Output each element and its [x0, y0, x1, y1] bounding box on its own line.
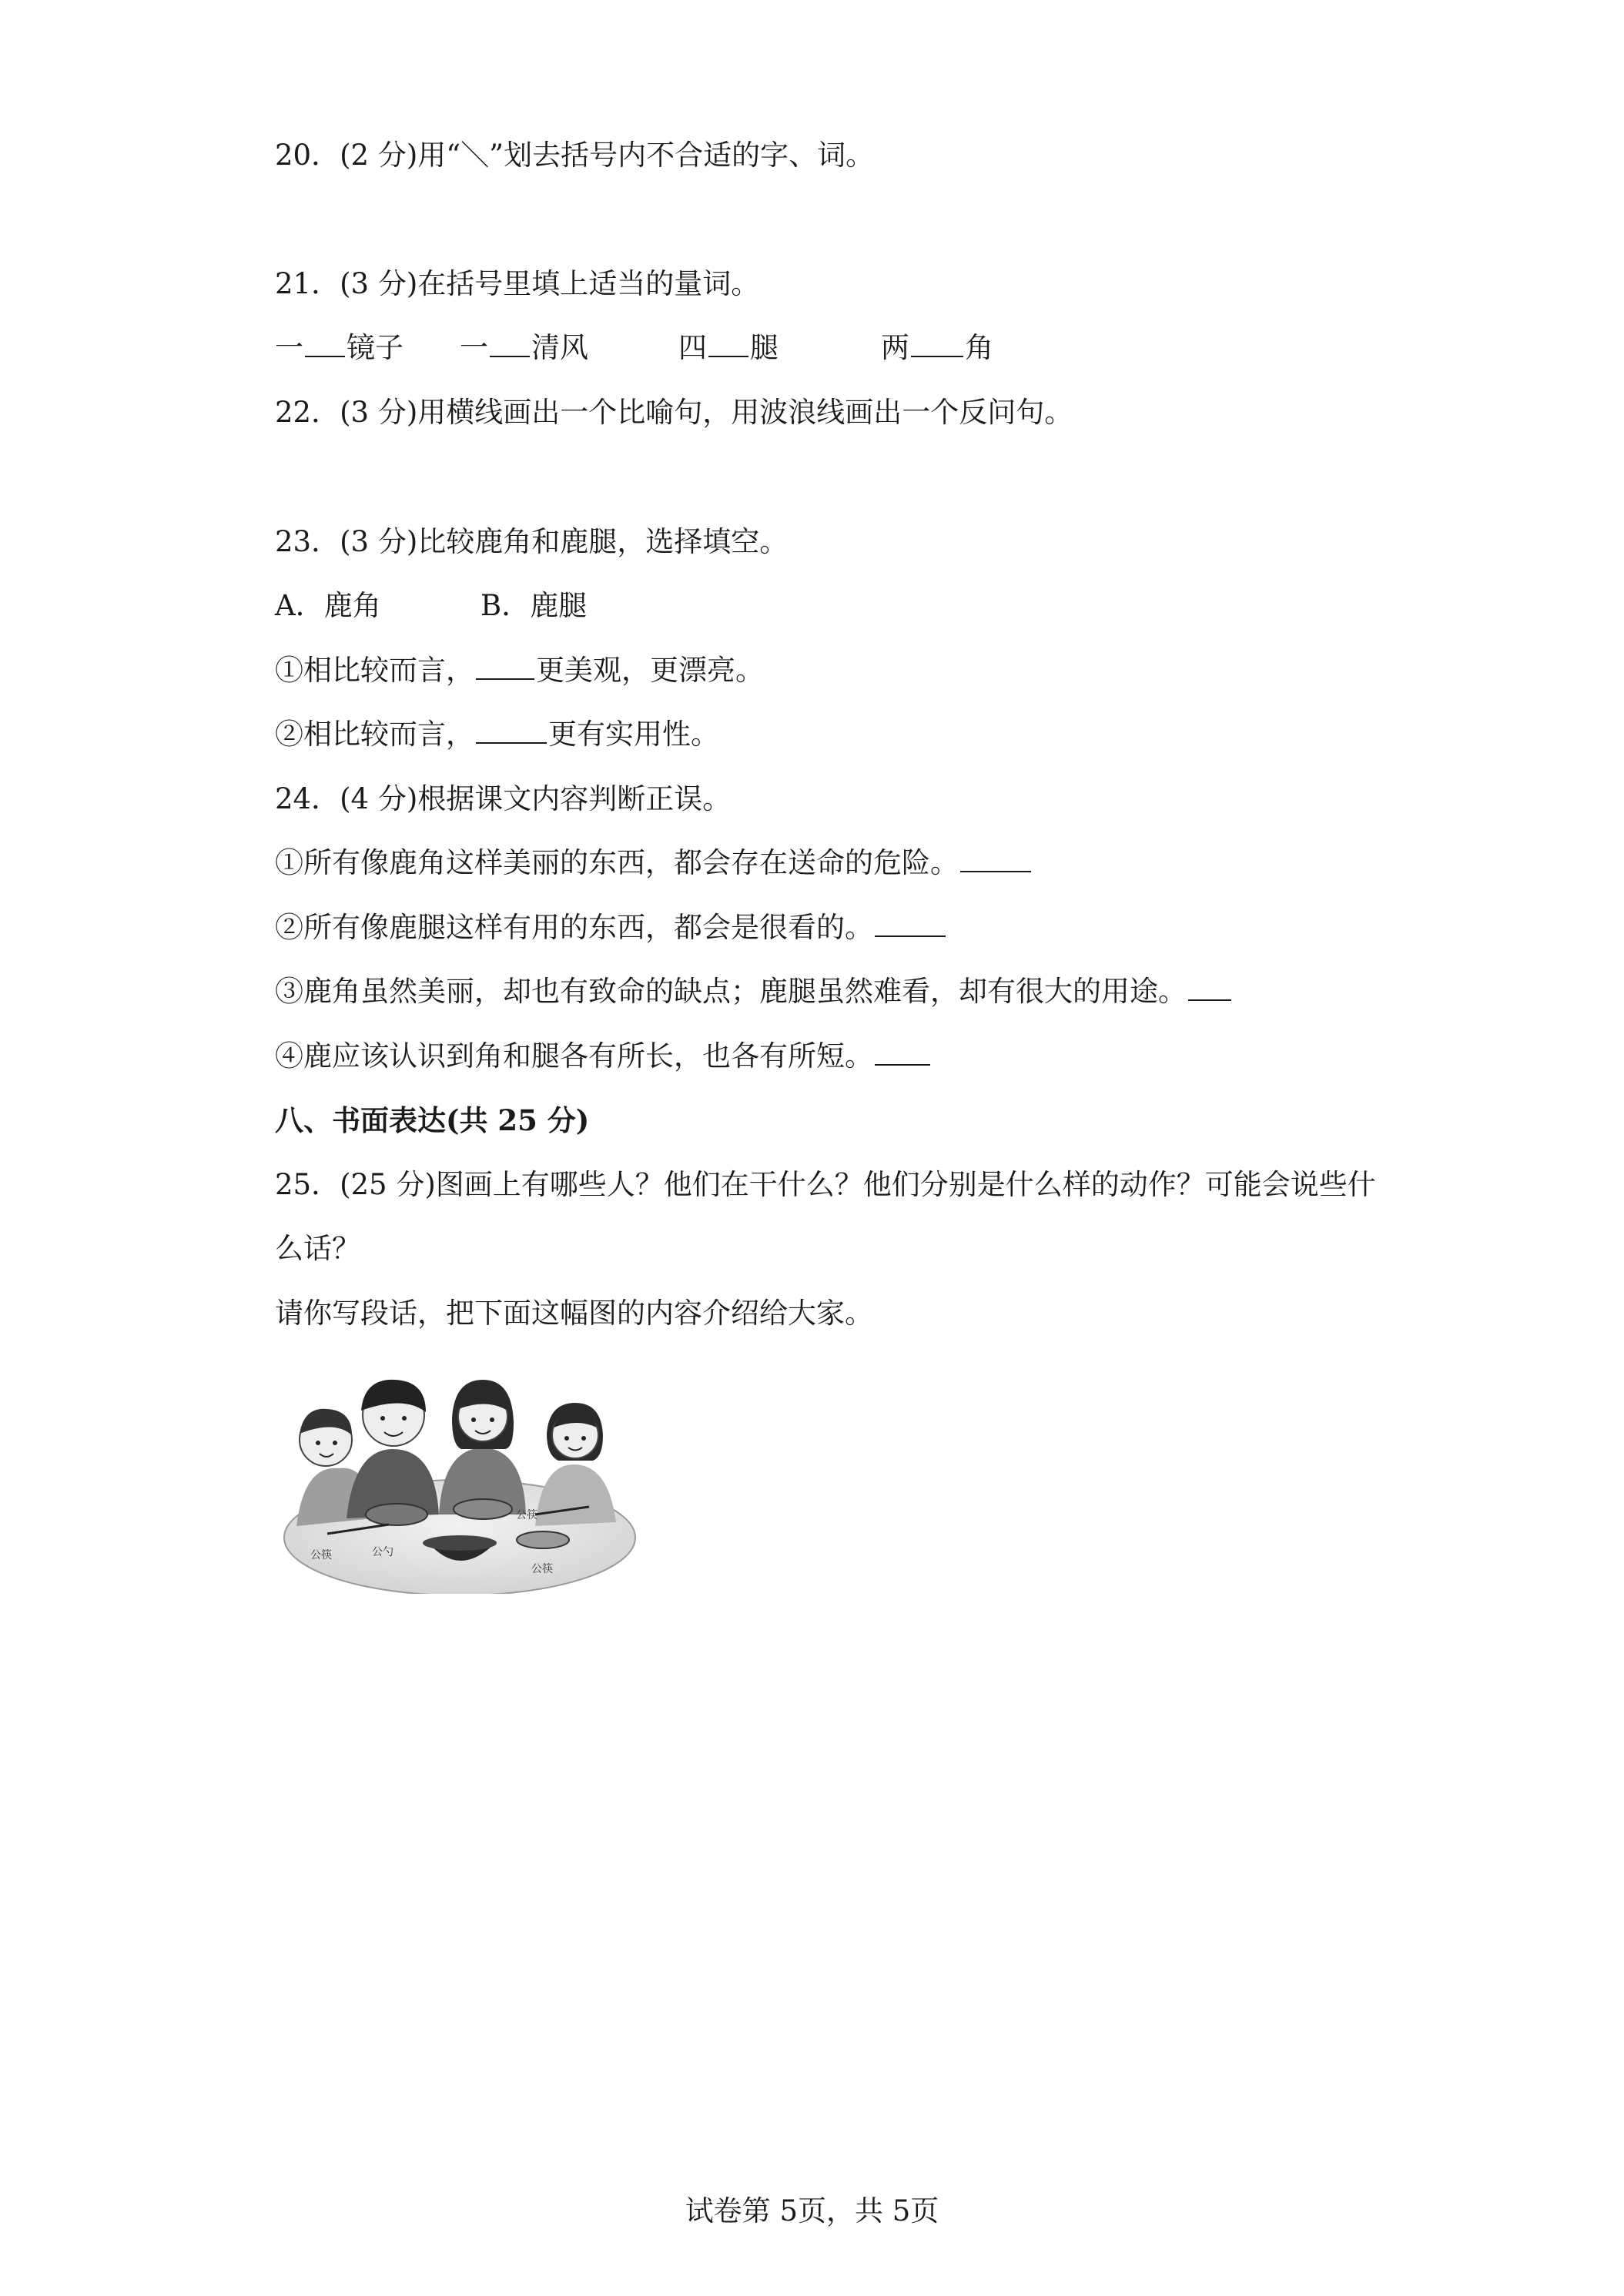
answer-blank[interactable]	[490, 330, 530, 357]
answer-blank[interactable]	[875, 909, 946, 937]
answer-blank[interactable]	[708, 330, 748, 357]
answer-blank[interactable]	[911, 330, 963, 357]
family-dinner-illustration	[281, 1349, 638, 1594]
answer-blank[interactable]	[476, 716, 547, 744]
measure-word-item: 四 腿	[678, 331, 779, 364]
answer-blank[interactable]	[875, 1038, 930, 1066]
question-24-statement-3: ③鹿角虽然美丽，却也有致命的缺点；鹿腿虽然难看，却有很大的用途。	[275, 973, 1233, 1010]
option-b: B．鹿腿	[481, 589, 588, 622]
answer-blank[interactable]	[960, 845, 1031, 872]
question-20: 20．(2 分)用“＼”划去括号内不合适的字、词。	[275, 139, 875, 172]
question-24-statement-1: ①所有像鹿角这样美丽的东西，都会存在送命的危险。	[275, 845, 1033, 882]
page-footer: 试卷第 5页，共 5页	[685, 2194, 939, 2227]
picture-label: 公勺	[372, 1546, 393, 1558]
question-24-statement-2: ②所有像鹿腿这样有用的东西，都会是很看的。	[275, 909, 947, 946]
answer-blank[interactable]	[305, 330, 345, 357]
question-24: 24．(4 分)根据课文内容判断正误。	[275, 782, 732, 815]
answer-blank[interactable]	[1188, 973, 1231, 1001]
section-heading: 八、书面表达(共 25 分)	[275, 1103, 590, 1137]
picture-label: 公筷	[310, 1549, 332, 1561]
question-21: 21．(3 分)在括号里填上适当的量词。	[275, 267, 760, 300]
picture-label: 公筷	[516, 1509, 537, 1521]
question-25: 25．(25 分)图画上有哪些人？他们在干什么？他们分别是什么样的动作？可能会说些什	[275, 1168, 1376, 1201]
question-23-options	[275, 587, 588, 624]
measure-word-item: 一 镜子	[275, 331, 403, 364]
question-23-sentence-2: ②相比较而言， 更有实用性。	[275, 718, 719, 751]
question-24-statement-4: ④鹿应该认识到角和腿各有所长，也各有所短。	[275, 1038, 932, 1075]
picture-label: 公筷	[531, 1563, 553, 1575]
measure-word-item: 两 角	[881, 331, 993, 364]
question-22: 22．(3 分)用横线画出一个比喻句，用波浪线画出一个反问句。	[275, 396, 1073, 429]
question-25-continued: 么话？	[275, 1232, 360, 1265]
measure-word-item: 一 清风	[460, 331, 588, 364]
question-25-instruction: 请你写段话，把下面这幅图的内容介绍给大家。	[275, 1297, 873, 1330]
question-23: 23．(3 分)比较鹿角和鹿腿，选择填空。	[275, 525, 789, 558]
question-23-sentence-1: ①相比较而言， 更美观，更漂亮。	[275, 654, 764, 687]
option-a: A．鹿角	[275, 589, 381, 622]
answer-blank[interactable]	[476, 652, 534, 680]
